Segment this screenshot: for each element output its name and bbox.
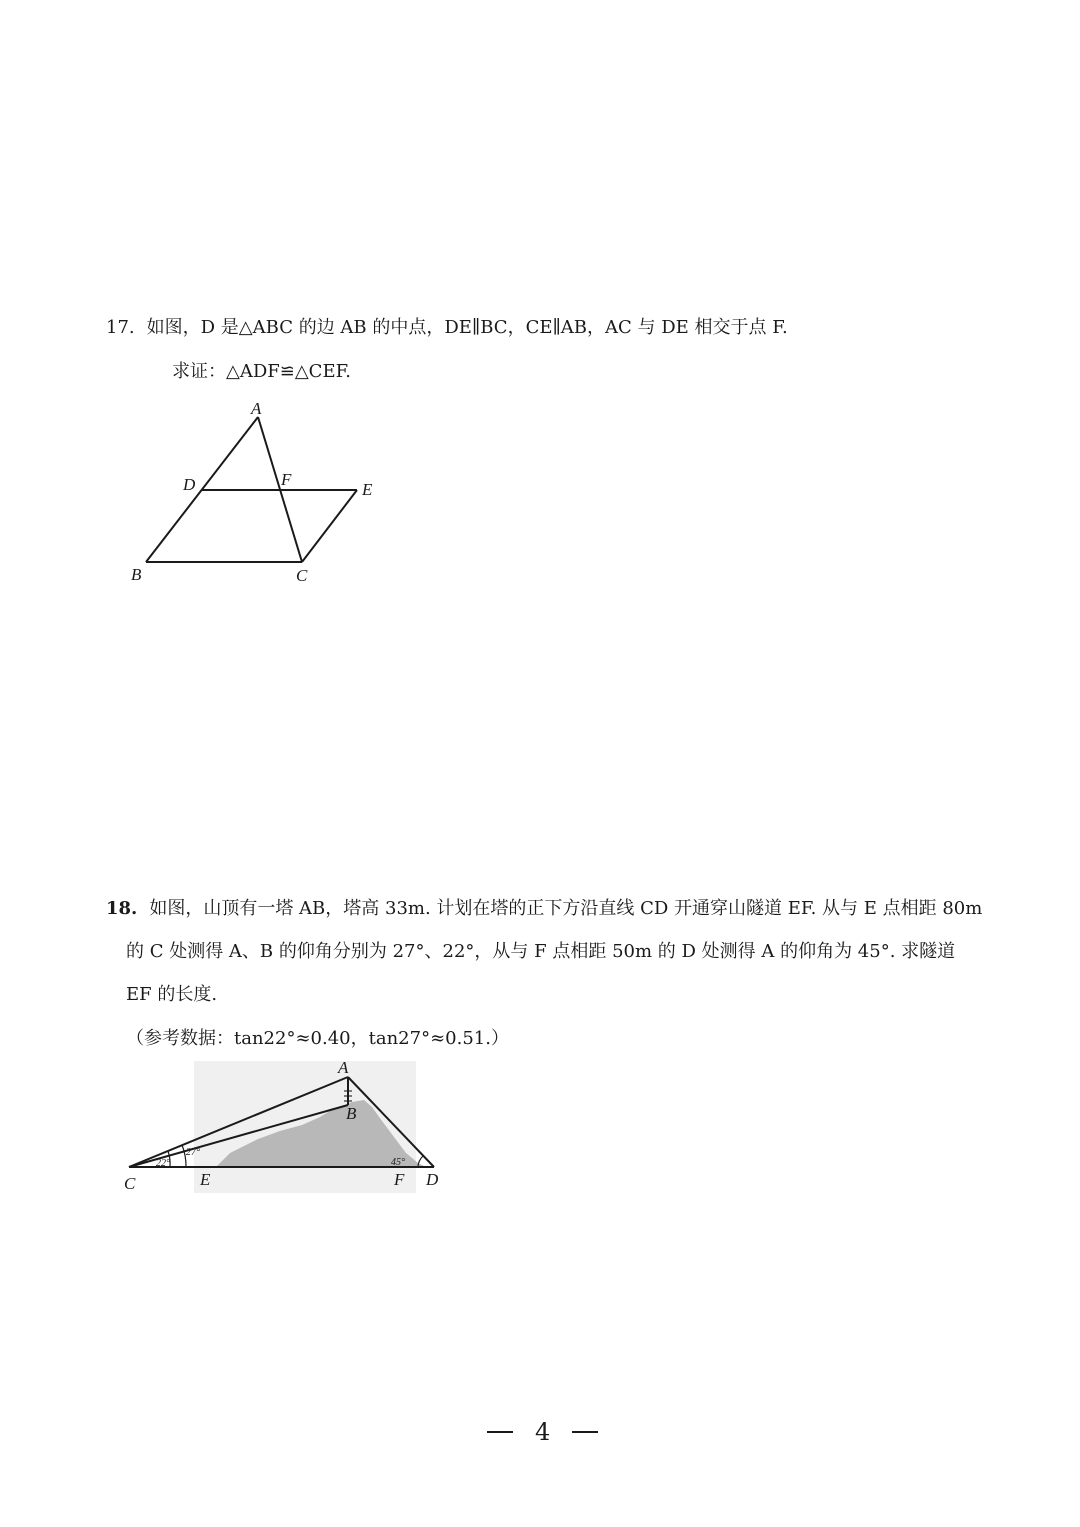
q17-text1: 如图，D 是△ABC 的边 AB 的中点，DE∥BC，CE∥AB，AC 与 DE 相交于点 F. (146, 317, 788, 338)
angle-45-label: 45° (391, 1157, 405, 1168)
label-A: A (251, 399, 262, 418)
label-E: E (200, 1170, 211, 1189)
angle-27-label: 27° (186, 1147, 200, 1158)
q18-text1: 如图，山顶有一塔 AB，塔高 33m. 计划在塔的正下方沿直线 CD 开通穿山隧道 EF. 从与 E 点相距 80m (149, 898, 983, 919)
label-E: E (362, 480, 373, 499)
q18-line3: EF 的长度. (126, 984, 218, 1005)
q17-number: 17. (106, 317, 135, 338)
q17-figure (120, 395, 400, 595)
label-B: B (131, 565, 142, 584)
page-dash-left (487, 1431, 513, 1433)
q18-number: 18. (106, 898, 138, 919)
label-D: D (426, 1170, 439, 1189)
page-number (487, 1418, 598, 1446)
label-F: F (281, 470, 292, 489)
label-A: A (338, 1058, 349, 1077)
q18-figure (120, 1055, 460, 1200)
label-D: D (183, 475, 196, 494)
label-B: B (346, 1104, 357, 1123)
label-C: C (124, 1174, 136, 1193)
angle-22-label: 22° (156, 1158, 170, 1169)
q18-reference: （参考数据：tan22°≈0.40，tan27°≈0.51.） (126, 1028, 509, 1049)
segment-CE (302, 490, 357, 562)
label-F: F (394, 1170, 405, 1189)
q18-line2: 的 C 处测得 A、B 的仰角分别为 27°、22°，从与 F 点相距 50m 的 D 处测得 A 的仰角为 45°. 求隧道 (126, 941, 956, 962)
page-number-text: 4 (535, 1418, 551, 1446)
q17-line1 (106, 316, 788, 340)
q17-line2: 求证：△ADF≌△CEF. (172, 361, 352, 382)
q18-line1 (106, 897, 982, 921)
page-dash-right (572, 1431, 598, 1433)
label-C: C (296, 566, 308, 585)
